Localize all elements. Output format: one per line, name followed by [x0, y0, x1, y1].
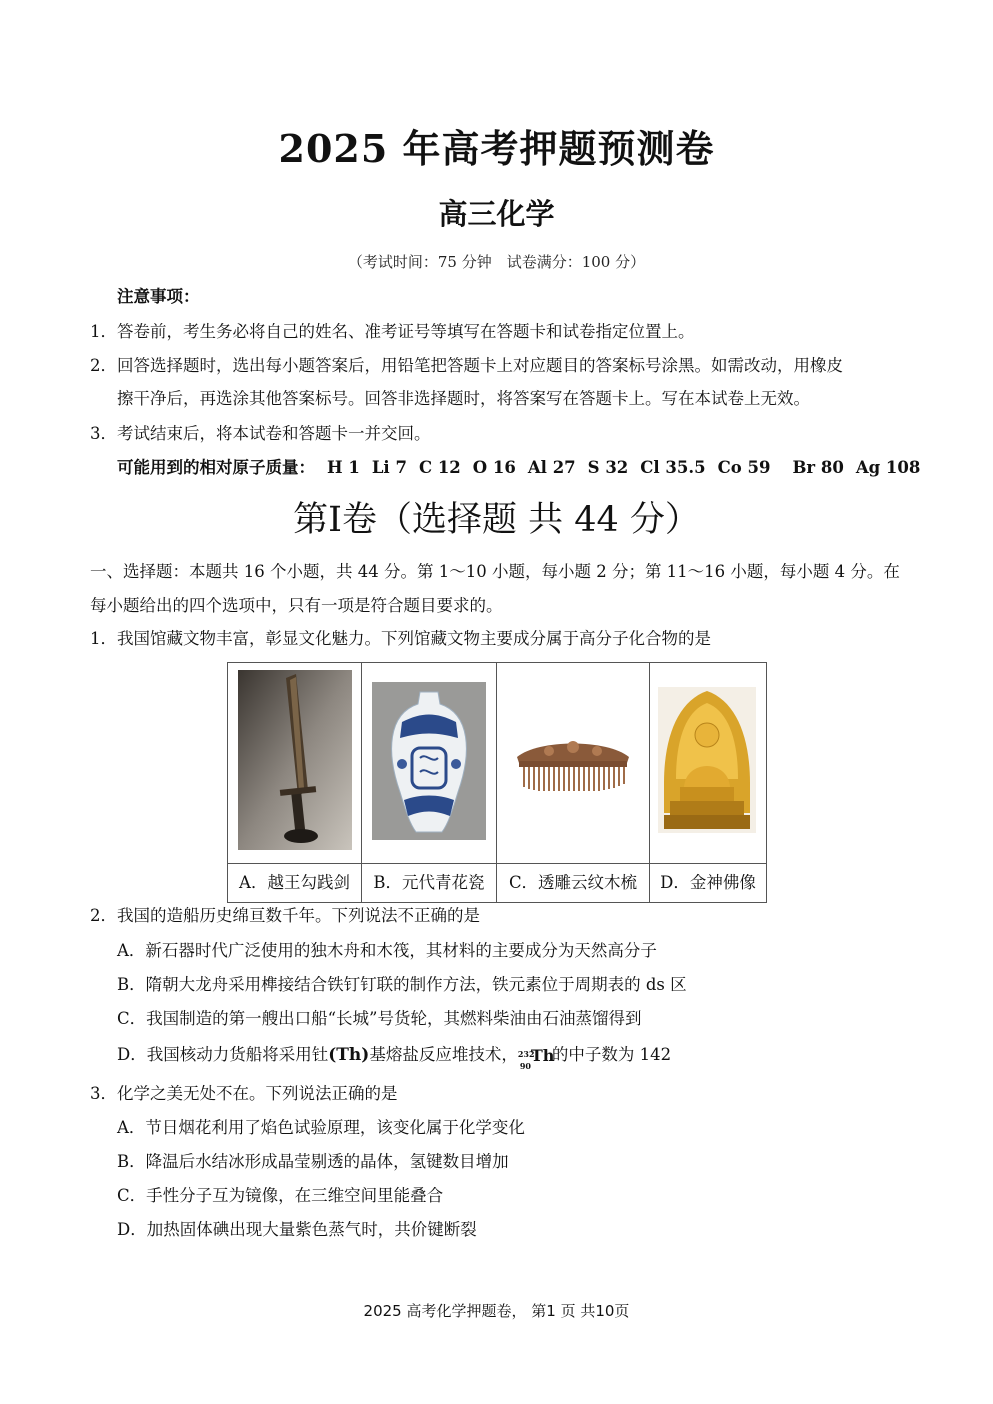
atomic-mass-item: Br 80 [792, 458, 844, 477]
atomic-mass-item: O 16 [472, 458, 516, 477]
notes-heading: 注意事项： [117, 287, 200, 306]
blue-white-porcelain-vase-image [372, 682, 486, 840]
option-b-label: B．元代青花瓷 [362, 863, 496, 903]
carved-wooden-comb-image [509, 731, 637, 795]
atomic-mass-item: Li 7 [371, 458, 407, 477]
atomic-mass-item: Co 59 [717, 458, 771, 477]
question-2-option-d [117, 1045, 672, 1071]
option-a-cell [228, 663, 362, 902]
element-symbol: Th [530, 1045, 555, 1065]
question-2-option-a: A．新石器时代广泛使用的独木舟和木筏，其材料的主要成分为天然高分子 [117, 941, 657, 960]
atomic-mass-item: H 1 [327, 458, 360, 477]
question-3-option-d: D．加热固体碘出现大量紫色蒸气时，共价键断裂 [117, 1220, 477, 1239]
page-footer: 2025 高考化学押题卷， 第1 页 共10页 [363, 1302, 630, 1320]
question-2-stem: 2．我国的造船历史绵亘数千年。下列说法不正确的是 [90, 906, 480, 925]
atomic-number: 90 [519, 1060, 531, 1071]
option-c-cell [497, 663, 650, 902]
exam-info: （考试时间：75 分钟 试卷满分：100 分） [347, 253, 646, 271]
note-item-3: 3．考试结束后，将本试卷和答题卡一并交回。 [90, 424, 431, 443]
atomic-mass-label: 可能用到的相对原子质量： [117, 458, 315, 477]
question-3-option-b: B．降温后水结冰形成晶莹剔透的晶体，氢键数目增加 [117, 1152, 509, 1171]
option-d-text: 的中子数为 142 [551, 1045, 672, 1064]
thorium-nuclide [517, 1045, 555, 1071]
golden-buddha-statue-image [658, 687, 756, 833]
thorium-symbol: (Th) [328, 1045, 370, 1065]
section-description-continued: 每小题给出的四个选项中，只有一项是符合题目要求的。 [90, 596, 503, 615]
option-b-cell [362, 663, 497, 902]
question-3-option-c: C．手性分子互为镜像，在三维空间里能叠合 [117, 1186, 444, 1205]
section-title: 第I卷（选择题 共 44 分） [293, 500, 700, 540]
atomic-mass-item: Al 27 [527, 458, 576, 477]
note-item-2-continued: 擦干净后，再选涂其他答案标号。回答非选择题时，将答案写在答题卡上。写在本试卷上无效。 [117, 389, 810, 408]
page-title: 2025 年高考押题预测卷 [278, 126, 715, 171]
question-3-option-a: A．节日烟花利用了焰色试验原理，该变化属于化学变化 [117, 1118, 525, 1137]
atomic-mass-item: Cl 35.5 [640, 458, 706, 477]
option-c-label: C．透雕云纹木梳 [497, 863, 649, 903]
question-3-stem: 3．化学之美无处不在。下列说法正确的是 [90, 1084, 398, 1103]
option-d-text: 基熔盐反应堆技术， [369, 1045, 518, 1064]
atomic-mass-item: S 32 [587, 458, 629, 477]
atomic-mass-line [117, 458, 920, 478]
option-d-cell [650, 663, 766, 902]
subject-title: 高三化学 [438, 197, 555, 231]
option-d-text: D．我国核动力货船将采用钍 [117, 1045, 329, 1064]
note-item-1: 1．答卷前，考生务必将自己的姓名、准考证号等填写在答题卡和试卷指定位置上。 [90, 322, 695, 341]
question-2-option-b: B．隋朝大龙舟采用榫接结合铁钉钉联的制作方法，铁元素位于周期表的 ds 区 [117, 975, 687, 994]
note-item-2: 2．回答选择题时，选出每小题答案后，用铅笔把答题卡上对应题目的答案标号涂黑。如需改动，用橡皮 [90, 356, 843, 375]
question-1-stem: 1．我国馆藏文物丰富，彰显文化魅力。下列馆藏文物主要成分属于高分子化合物的是 [90, 629, 711, 648]
bronze-sword-image [238, 670, 352, 850]
mass-number: 232 [517, 1048, 535, 1059]
atomic-mass-item: Ag 108 [855, 458, 921, 477]
atomic-mass-item: C 12 [418, 458, 461, 477]
section-description: 一、选择题：本题共 16 个小题，共 44 分。第 1～10 小题，每小题 2 分；第 11～16 小题，每小题 4 分。在 [90, 562, 900, 581]
question-2-option-c: C．我国制造的第一艘出口船“长城”号货轮，其燃料柴油由石油蒸馏得到 [117, 1009, 642, 1028]
option-a-label: A．越王勾践剑 [228, 863, 361, 903]
question-1-options-table [227, 662, 767, 903]
option-d-label: D．金神佛像 [650, 863, 766, 903]
